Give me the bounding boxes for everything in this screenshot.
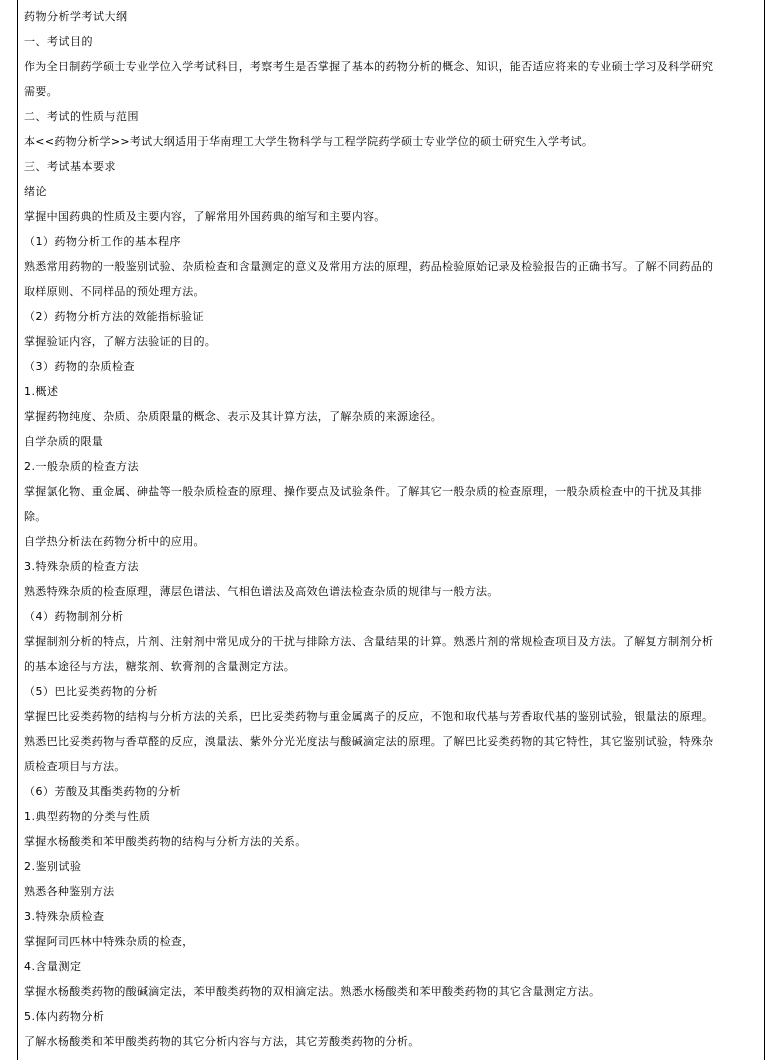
section-heading: 一、考试目的 <box>24 35 93 48</box>
section-heading: （5）巴比妥类药物的分析 <box>24 685 158 698</box>
section-heading: 1.概述 <box>24 385 59 398</box>
section-heading: 3.特殊杂质的检查方法 <box>24 560 139 573</box>
paragraph-line: 取样原则、不同样品的预处理方法。 <box>24 285 205 298</box>
paragraph-line: 作为全日制药学硕士专业学位入学考试科目，考察考生是否掌握了基本的药物分析的概念、知识，能否适应将来的专业硕士学习及科学研究 <box>24 60 714 73</box>
section-heading: （4）药物制剂分析 <box>24 610 124 623</box>
section-heading: （6）芳酸及其酯类药物的分析 <box>24 785 181 798</box>
paragraph-line: 掌握阿司匹林中特殊杂质的检查， <box>24 935 194 948</box>
paragraph-line: 的基本途径与方法，糖浆剂、软膏剂的含量测定方法。 <box>24 660 296 673</box>
paragraph-line: 熟悉巴比妥类药物与香草醛的反应，溴量法、紫外分光光度法与酸碱滴定法的原理。了解巴比妥类药物的其它特性，其它鉴别试验，特殊杂 <box>24 735 714 748</box>
paragraph-line: 本<<药物分析学>>考试大纲适用于华南理工大学生物科学与工程学院药学硕士专业学位的硕士研究生入学考试。 <box>24 135 594 148</box>
paragraph-line: 熟悉特殊杂质的检查原理，薄层色谱法、气相色谱法及高效色谱法检查杂质的规律与一般方法。 <box>24 585 499 598</box>
section-heading: 2.一般杂质的检查方法 <box>24 460 139 473</box>
paragraph-line: 自学杂质的限量 <box>24 435 104 448</box>
section-heading: 3.特殊杂质检查 <box>24 910 105 923</box>
section-heading: （1）药物分析工作的基本程序 <box>24 235 181 248</box>
section-heading: （3）药物的杂质检查 <box>24 360 135 373</box>
paragraph-line: 掌握验证内容，了解方法验证的目的。 <box>24 335 217 348</box>
section-heading: 二、考试的性质与范围 <box>24 110 139 123</box>
section-heading: 2.鉴别试验 <box>24 860 82 873</box>
section-heading: 三、考试基本要求 <box>24 160 116 173</box>
paragraph-line: 熟悉常用药物的一般鉴别试验、杂质检查和含量测定的意义及常用方法的原理，药品检验原始记录及检验报告的正确书写。了解不同药品的 <box>24 260 714 273</box>
section-heading: 绪论 <box>24 185 47 198</box>
paragraph-line: 了解水杨酸类和苯甲酸类药物的其它分析内容与方法，其它芳酸类药物的分析。 <box>24 1035 420 1048</box>
paragraph-line: 熟悉各种鉴别方法 <box>24 885 115 898</box>
paragraph-line: 掌握中国药典的性质及主要内容，了解常用外国药典的缩写和主要内容。 <box>24 210 386 223</box>
section-heading: 1.典型药物的分类与性质 <box>24 810 151 823</box>
document-body <box>24 4 760 1054</box>
paragraph-line: 掌握水杨酸类药物的酸碱滴定法，苯甲酸类药物的双相滴定法。熟悉水杨酸类和苯甲酸类药物的其它含量测定方法。 <box>24 985 601 998</box>
paragraph-line: 掌握氯化物、重金属、砷盐等一般杂质检查的原理、操作要点及试验条件。了解其它一般杂质的检查原理，一般杂质检查中的干扰及其排 <box>24 485 702 498</box>
paragraph-line: 掌握水杨酸类和苯甲酸类药物的结构与分析方法的关系。 <box>24 835 307 848</box>
paragraph-line: 自学热分析法在药物分析中的应用。 <box>24 535 205 548</box>
paragraph-line: 除。 <box>24 510 47 523</box>
section-heading: （2）药物分析方法的效能指标验证 <box>24 310 204 323</box>
paragraph-line: 掌握巴比妥类药物的结构与分析方法的关系，巴比妥类药物与重金属离子的反应，不饱和取代基与芳香取代基的鉴别试验，银量法的原理。 <box>24 710 714 723</box>
section-heading: 4.含量测定 <box>24 960 82 973</box>
paragraph-line: 掌握制剂分析的特点，片剂、注射剂中常见成分的干扰与排除方法、含量结果的计算。熟悉片剂的常规检查项目及方法。了解复方制剂分析 <box>24 635 714 648</box>
section-heading: 5.体内药物分析 <box>24 1010 105 1023</box>
paragraph-line: 质检查项目与方法。 <box>24 760 126 773</box>
paragraph-line: 需要。 <box>24 85 58 98</box>
document-title: 药物分析学考试大纲 <box>24 10 128 23</box>
paragraph-line: 掌握药物纯度、杂质、杂质限量的概念、表示及其计算方法，了解杂质的来源途径。 <box>24 410 443 423</box>
